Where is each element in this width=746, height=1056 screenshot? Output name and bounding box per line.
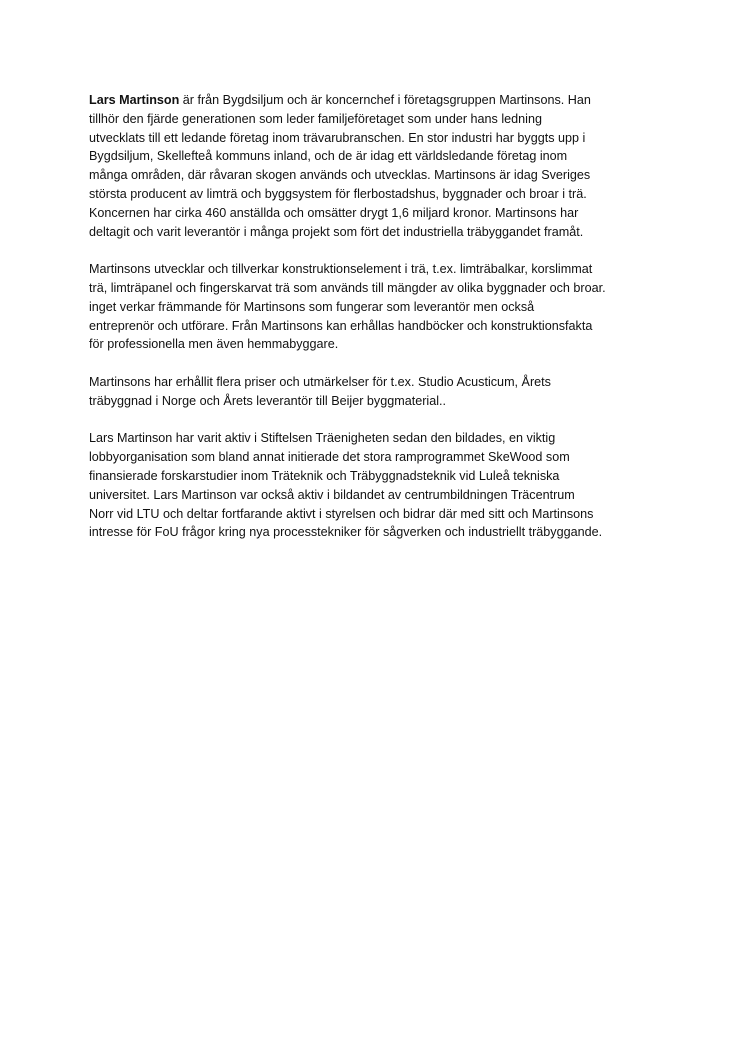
text-line: utvecklats till ett ledande företag inom trävarubranschen. En stor industri har byggts upp i (89, 130, 586, 145)
text-line: träbyggnad i Norge och Årets leverantör till Beijer byggmaterial.. (89, 393, 446, 408)
text-line: trä, limträpanel och fingerskarvat trä som används till mängder av olika byggnader och broar. (89, 280, 606, 295)
text-line: största producent av limträ och byggsystem för flerbostadshus, byggnader och broar i trä. (89, 186, 587, 201)
paragraph-intro (89, 91, 679, 241)
text-line: entreprenör och utförare. Från Martinsons kan erhållas handböcker och konstruktionsfakta (89, 318, 593, 333)
paragraph-engagement (89, 429, 679, 542)
text-line: tillhör den fjärde generationen som leder familjeföretaget som under hans ledning (89, 111, 542, 126)
text-line: lobbyorganisation som bland annat initierade det stora ramprogrammet SkeWood som (89, 450, 570, 465)
text-line: universitet. Lars Martinson var också aktiv i bildandet av centrumbildningen Träcentrum (89, 487, 575, 502)
text-line (89, 91, 679, 110)
text-line: intresse för FoU frågor kring nya processtekniker för sågverken och industriellt träbyggande. (89, 525, 603, 540)
text-line: deltagit och varit leverantör i många projekt som fört det industriella träbyggandet framåt. (89, 224, 584, 239)
text-line: Koncernen har cirka 460 anställda och omsätter drygt 1,6 miljard kronor. Martinsons har (89, 205, 579, 220)
text-line: många områden, där råvaran skogen används och utvecklas. Martinsons är idag Sveriges (89, 168, 591, 183)
text-line: Martinsons utvecklar och tillverkar konstruktionselement i trä, t.ex. limträbalkar, korslimmat (89, 262, 593, 277)
text-line: Bygdsiljum, Skellefteå kommuns inland, och de är idag ett världsledande företag inom (89, 149, 568, 164)
text-line-rest: är från Bygdsiljum och är koncernchef i företagsgruppen Martinsons. Han (179, 93, 591, 107)
text-line: för professionella men även hemmabyggare. (89, 337, 339, 352)
paragraph-products (89, 260, 679, 354)
text-line: Martinsons har erhållit flera priser och utmärkelser för t.ex. Studio Acusticum, Årets (89, 374, 551, 389)
text-line: finansierade forskarstudier inom Träteknik och Träbyggnadsteknik vid Luleå tekniska (89, 468, 560, 483)
document-body (89, 91, 679, 561)
paragraph-awards (89, 373, 679, 411)
text-line: Lars Martinson har varit aktiv i Stiftelsen Träenigheten sedan den bildades, en viktig (89, 431, 556, 446)
text-line: Norr vid LTU och deltar fortfarande aktivt i styrelsen och bidrar där med sitt och Martinsons (89, 506, 594, 521)
text-line: inget verkar främmande för Martinsons som fungerar som leverantör men också (89, 299, 535, 314)
person-name: Lars Martinson (89, 93, 180, 107)
